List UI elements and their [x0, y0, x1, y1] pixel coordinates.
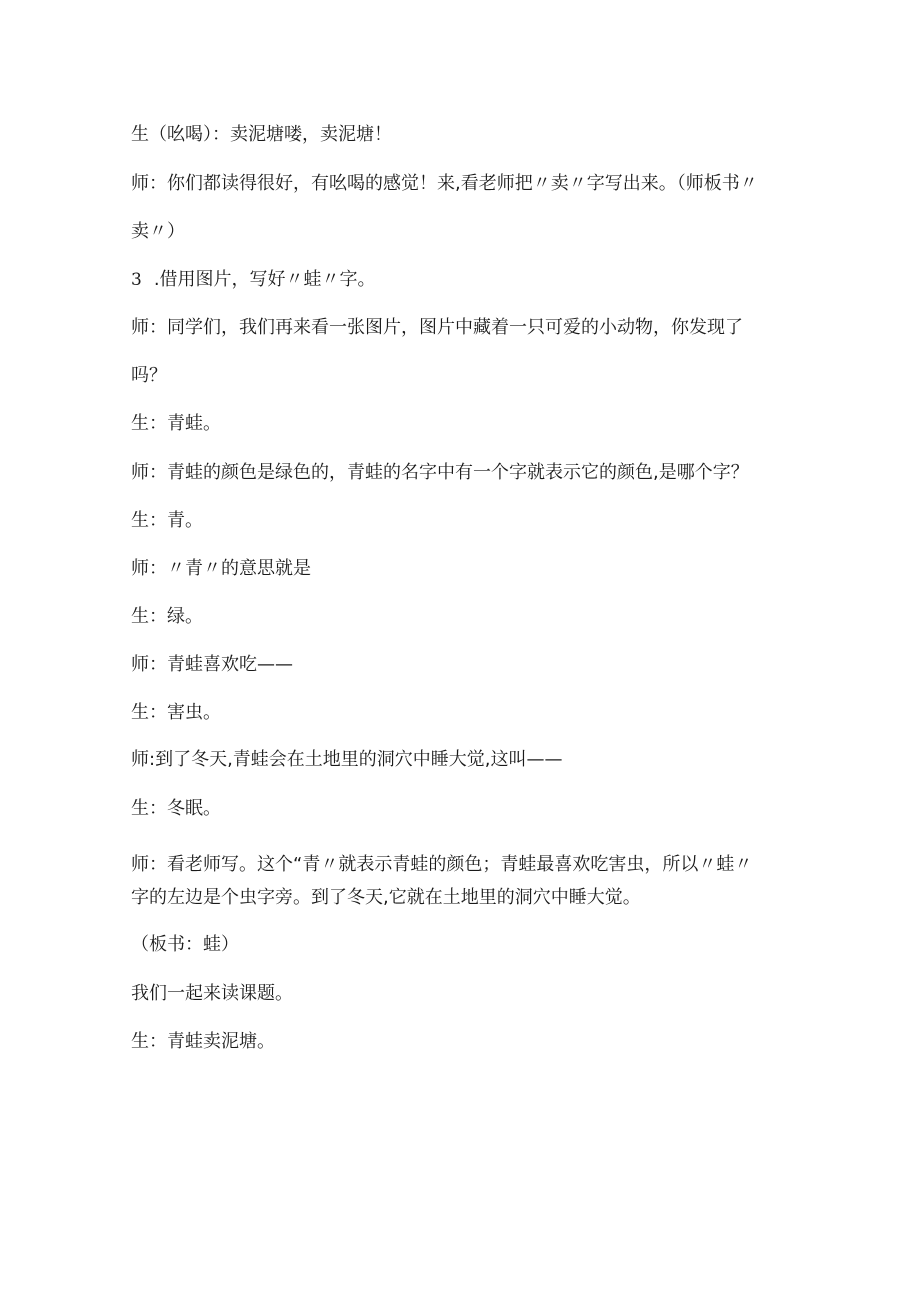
- paragraph-student-call: 生（吆喝）：卖泥塘喽，卖泥塘！: [131, 124, 392, 145]
- paragraph-teacher-eat: 师：青蛙喜欢吃——: [131, 654, 293, 675]
- paragraph-teacher-color: 师：青蛙的颜色是绿色的，青蛙的名字中有一个字就表示它的颜色,是哪个字？: [131, 462, 749, 483]
- paragraph-teacher-write-cont: 字的左边是个虫字旁。到了冬天,它就在土地里的洞穴中睡大觉。: [131, 887, 641, 908]
- paragraph-teacher-praise-cont: 卖〃）: [131, 221, 185, 242]
- paragraph-student-title: 生：青蛙卖泥塘。: [131, 1031, 275, 1052]
- paragraph-teacher-picture: 师：同学们，我们再来看一张图片，图片中藏着一只可爱的小动物，你发现了: [131, 317, 743, 338]
- paragraph-teacher-praise: 师：你们都读得很好，有吆喝的感觉！来,看老师把〃卖〃字写出来。（师板书〃: [131, 173, 758, 194]
- paragraph-student-lv: 生：绿。: [131, 606, 203, 627]
- paragraph-read-title: 我们一起来读课题。: [131, 983, 293, 1004]
- paragraph-teacher-winter: 师:到了冬天,青蛙会在土地里的洞穴中睡大觉,这叫——: [131, 749, 563, 770]
- paragraph-student-pests: 生：害虫。: [131, 702, 221, 723]
- section-heading: [131, 268, 376, 292]
- paragraph-board-note: （板书：蛙）: [131, 934, 239, 955]
- paragraph-student-hibernate: 生：冬眠。: [131, 798, 221, 819]
- paragraph-student-frog: 生：青蛙。: [131, 413, 221, 434]
- paragraph-teacher-picture-cont: 吗？: [131, 365, 167, 386]
- section-title: .借用图片，写好〃蛙〃字。: [153, 269, 376, 290]
- paragraph-student-green: 生：青。: [131, 510, 203, 531]
- paragraph-teacher-write: 师：看老师写。这个“青〃就表示青蛙的颜色；青蛙最喜欢吃害虫，所以〃蛙〃: [131, 854, 753, 875]
- paragraph-teacher-meaning: 师：〃青〃的意思就是: [131, 558, 311, 579]
- section-number: 3: [131, 270, 142, 290]
